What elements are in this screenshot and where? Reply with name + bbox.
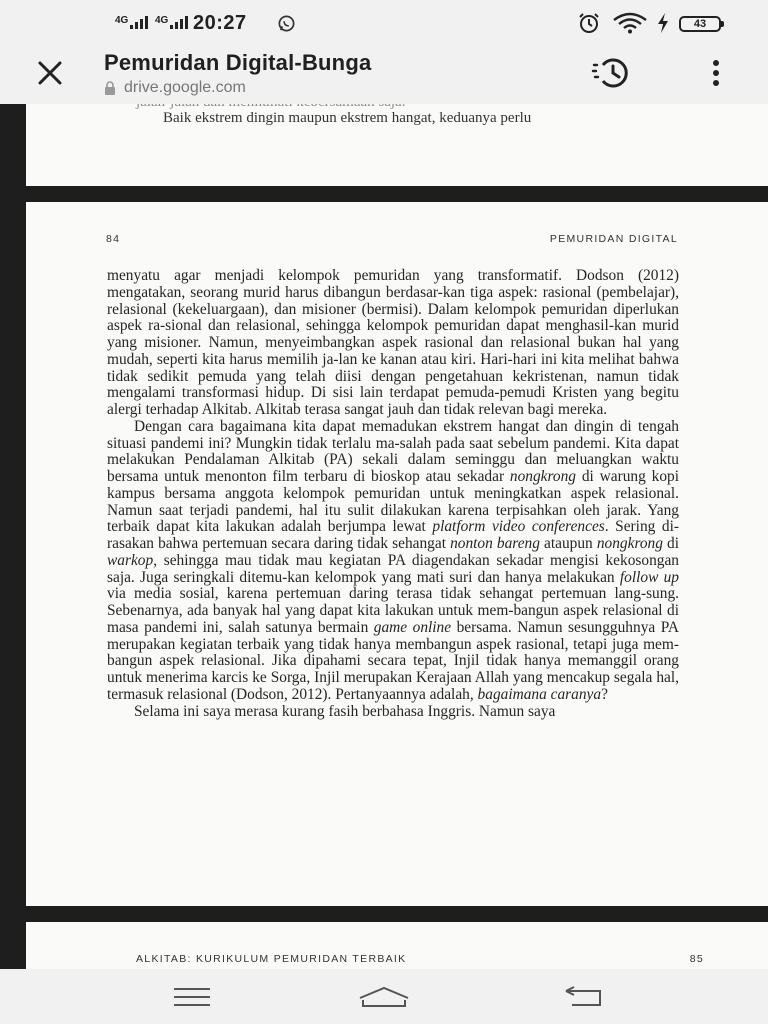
battery-icon: 43: [679, 16, 721, 32]
page-number: 85: [689, 953, 704, 965]
text-run: . Sering di-rasakan bahwa pertemuan secara daring tidak sehangat: [107, 518, 680, 552]
paragraph-1: [107, 268, 679, 419]
home-button[interactable]: [352, 977, 416, 1017]
running-head: PEMURIDAN DIGITAL: [549, 233, 678, 245]
document-title: Pemuridan Digital-Bunga: [104, 50, 372, 75]
paragraph-3: [107, 704, 679, 721]
page-number: 84: [106, 233, 121, 245]
text-run: menyatu agar menjadi kelompok pemuridan yang transformatif. Dodson (2012) mengatakan, seorang murid harus dibangun berdasar-kan tiga aspek: rasional (pembelajar), relasional (kekeluargaan), dan misioner (bermisi). Dalam kelompok pemuridan diperlukan aspek ra-sional dan relasional, sehingga kelompok pemuridan dapat menghasil-kan murid yang misioner. Namun, menyeimbangkan aspek rasional dan relasional bukan hal yang mudah, seperti kita harus memilih ja-lan ke kanan atau kiri. Hari-hari ini kita melihat bahwa tidak sedikit pemuda yang telah diisi dengan pengetahuan kekristenan, namun tidak mengalami transformasi hidup. Di sisi lain terdapat pemuda-pemudi Kristen yang begitu alergi terhadap Alkitab. Alkitab terasa sangat jauh dan tidak relevan bagi mereka.: [107, 267, 679, 418]
url-text: drive.google.com: [124, 79, 246, 96]
signal-icon-1: [130, 16, 148, 29]
history-button[interactable]: [588, 54, 642, 92]
previous-page-last-line: Baik ekstrem dingin maupun ekstrem hangat, keduanya perlu: [163, 110, 532, 126]
italic-text: platform video conferences: [432, 518, 605, 536]
app-header: [0, 0, 768, 104]
signal-icon-2: [170, 16, 188, 29]
italic-text: bagaimana caranya: [477, 685, 602, 703]
text-run: Dengan cara bagaimana kita dapat memadukan ekstrem hangat dan dingin di tengah situasi pandemi ini? Mungkin tidak terlalu ma-salah pada saat sebelum pandemi. Kita dapat melakukan Pendalaman Alkitab (PA) sekali dalam seminggu dan meluangkan waktu bersama untuk menonton film terbaru di bioskop atau sekadar: [107, 417, 679, 485]
navigation-bar: [0, 969, 768, 1024]
text-run: via media sosial, karena pertemuan daring terasa tidak sehangat pertemuan lang-sung. Sebenarnya, ada banyak hal yang dapat kita lakukan untuk mem-bangun aspek relasional di masa pandemi ini, salah satunya bermain: [107, 585, 679, 636]
menu-icon: [172, 986, 212, 1008]
text-run: bersama. Namun sesungguhnya PA merupakan kegiatan terbaik yang tidak hanya membangun aspek rasional, tetapi juga mem-bangun aspek relasional. Jika dipahami secara tepat, Injil tidak hanya memanggil orang untuk menerima karcis ke Sorga, Injil merupakan Kerajaan Allah yang mencakup segala hal, termasuk relasional (Dodson, 2012). Pertanyaannya adalah,: [107, 618, 679, 703]
whatsapp-icon: [277, 14, 296, 33]
text-run: Selama ini saya merasa kurang fasih berbahasa Inggris. Namun saya: [134, 702, 556, 720]
wifi-icon: [612, 12, 648, 39]
more-options-button[interactable]: [700, 54, 732, 92]
network-type-2: 4G: [155, 15, 169, 26]
history-icon: [589, 56, 641, 90]
text-run: di warung kopi kampus bersama anggota kelompok pemuridan untuk meningkatkan aspek relasional. Namun saat terjadi pandemi, hal itu sulit dilakukan karena terpisahkan oleh jarak. Yang terbaik dapat kita lakukan adalah berjumpa lewat: [107, 468, 679, 536]
italic-text: nonton bareng: [450, 535, 540, 552]
charging-icon: [656, 12, 670, 39]
close-icon: [35, 58, 65, 88]
back-icon: [564, 985, 604, 1009]
italic-text: game online: [373, 618, 452, 636]
page-body: [107, 268, 679, 720]
home-icon: [357, 985, 411, 1009]
italic-text: nongkrong: [509, 468, 577, 485]
status-time: 20:27: [193, 12, 247, 34]
document-url: [104, 78, 246, 98]
status-bar: [0, 0, 768, 46]
italic-text: follow up: [619, 568, 679, 586]
more-vert-icon: [711, 59, 721, 87]
paragraph-2: [107, 419, 679, 704]
lock-icon: [104, 81, 116, 96]
document-page-84: [26, 202, 768, 906]
previous-page: [26, 92, 768, 186]
italic-text: warkop: [107, 551, 154, 569]
text-run: ?: [601, 685, 608, 703]
italic-text: nongkrong: [596, 535, 663, 552]
recent-apps-button[interactable]: [160, 977, 224, 1017]
document-page-85: [26, 922, 768, 972]
text-run: ataupun: [539, 535, 597, 552]
back-button[interactable]: [552, 977, 616, 1017]
text-run: di: [662, 535, 680, 552]
running-foot: ALKITAB: KURIKULUM PEMURIDAN TERBAIK: [136, 953, 407, 965]
network-type-1: 4G: [115, 15, 129, 26]
text-run: , sehingga mau tidak mau kegiatan PA diagendakan sekadar mengisi kekosongan saja. Juga seringkali ditemu-kan kelompok yang mati suri dan hanya melakukan: [107, 551, 679, 586]
close-button[interactable]: [26, 52, 74, 94]
alarm-icon: [577, 12, 601, 39]
